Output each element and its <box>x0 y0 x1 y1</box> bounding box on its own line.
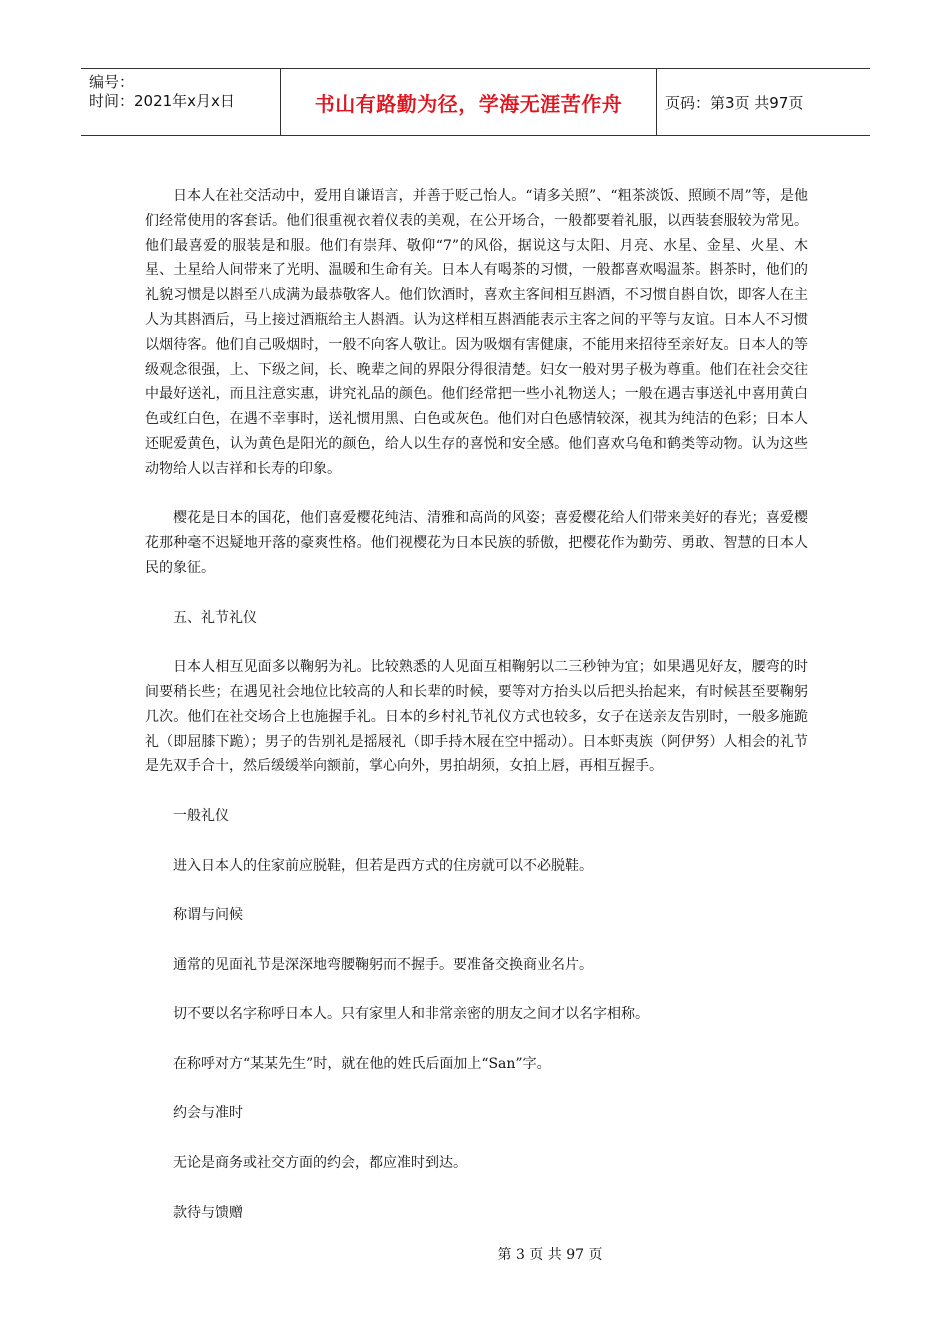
header-table <box>81 68 870 136</box>
subheading-general-etiquette: 一般礼仪 <box>173 807 229 824</box>
text-greetings-2: 切不要以名字称呼日本人。只有家里人和非常亲密的朋友之间才以名字相称。 <box>173 1006 649 1023</box>
header-meta-cell <box>81 69 281 135</box>
subheading-greetings: 称谓与问候 <box>173 907 243 924</box>
header-motto: 书山有路勤为径，学海无涯苦作舟 <box>281 69 657 135</box>
paragraph-social-customs: 日本人在社交活动中，爱用自谦语言，并善于贬己怡人。“请多关照”、“粗茶淡饭、照顾不周”等，是他们经常使用的客套话。他们很重视衣着仪表的美观，在公开场合，一般都要着礼服，以西装套服较为常见。他们最喜爱的服装是和服。他们有崇拜、敬仰“7”的风俗，据说这与太阳、月亮、水星、金星、火星、木星、土星给人间带来了光明、温暖和生命有关。日本人有喝茶的习惯，一般都喜欢喝温茶。斟茶时，他们的礼貌习惯是以斟至八成满为最恭敬客人。他们饮酒时，喜欢主客间相互斟酒，不习惯自斟自饮，即客人在主人为其斟酒后，马上接过酒瓶给主人斟酒。认为这样相互斟酒能表示主客之间的平等与友谊。日本人不习惯以烟待客。他们自己吸烟时，一般不向客人敬让。因为吸烟有害健康，不能用来招待至亲好友。日本人的等级观念很强，上、下级之间，长、晚辈之间的界限分得很清楚。妇女一般对男子极为尊重。他们在社会交往中最好送礼，而且注意实惠，讲究礼品的颜色。他们经常把一些小礼物送人；一般在遇吉事送礼中喜用黄白色或红白色，在遇不幸事时，送礼惯用黑、白色或灰色。他们对白色感情较深，视其为纯洁的色彩；日本人还昵爱黄色，认为黄色是阳光的颜色，给人以生存的喜悦和安全感。他们喜欢乌龟和鹤类等动物。认为这些动物给人以吉祥和长寿的印象。 <box>145 188 808 477</box>
subheading-hospitality: 款待与馈赠 <box>173 1204 243 1221</box>
section-heading-etiquette: 五、礼节礼仪 <box>173 609 257 626</box>
text-punctuality: 无论是商务或社交方面的约会，都应准时到达。 <box>173 1155 467 1172</box>
header-page-info: 页码：第3页 共97页 <box>665 93 804 112</box>
subheading-punctuality: 约会与准时 <box>173 1105 243 1122</box>
text-greetings-1: 通常的见面礼节是深深地弯腰鞠躬而不握手。要准备交换商业名片。 <box>173 956 593 973</box>
document-number-label: 编号： <box>89 73 135 91</box>
paragraph-bowing: 日本人相互见面多以鞠躬为礼。比较熟悉的人见面互相鞠躬以二三秒钟为宜；如果遇见好友，腰弯的时间要稍长些；在遇见社会地位比较高的人和长辈的时候，要等对方抬头以后把头抬起来，有时候甚至要鞠躬几次。他们在社交场合上也施握手礼。日本的乡村礼节礼仪方式也较多，女子在送亲友告别时，一般多施跪礼（即屈膝下跪）；男子的告别礼是摇屐礼（即手持木屐在空中摇动）。日本虾夷族（阿伊努）人相会的礼节是先双手合十，然后缓缓举向额前，掌心向外，男拍胡须，女拍上唇，再相互握手。 <box>145 659 808 775</box>
page-footer: 第 3 页 共 97 页 <box>497 1247 603 1263</box>
paragraph-cherry-blossom: 樱花是日本的国花，他们喜爱樱花纯洁、清雅和高尚的风姿；喜爱樱花给人们带来美好的春光；喜爱樱花那种毫不迟疑地开落的豪爽性格。他们视樱花为日本民族的骄傲，把樱花作为勤劳、勇敢、智慧的日本人民的象征。 <box>145 510 808 576</box>
text-greetings-3: 在称呼对方“某某先生”时，就在他的姓氏后面加上“San”字。 <box>173 1055 551 1072</box>
document-body <box>145 184 808 1250</box>
text-general-etiquette: 进入日本人的住家前应脱鞋，但若是西方式的住房就可以不必脱鞋。 <box>173 857 593 874</box>
document-time-label: 时间：2021年x月x日 <box>89 92 235 110</box>
